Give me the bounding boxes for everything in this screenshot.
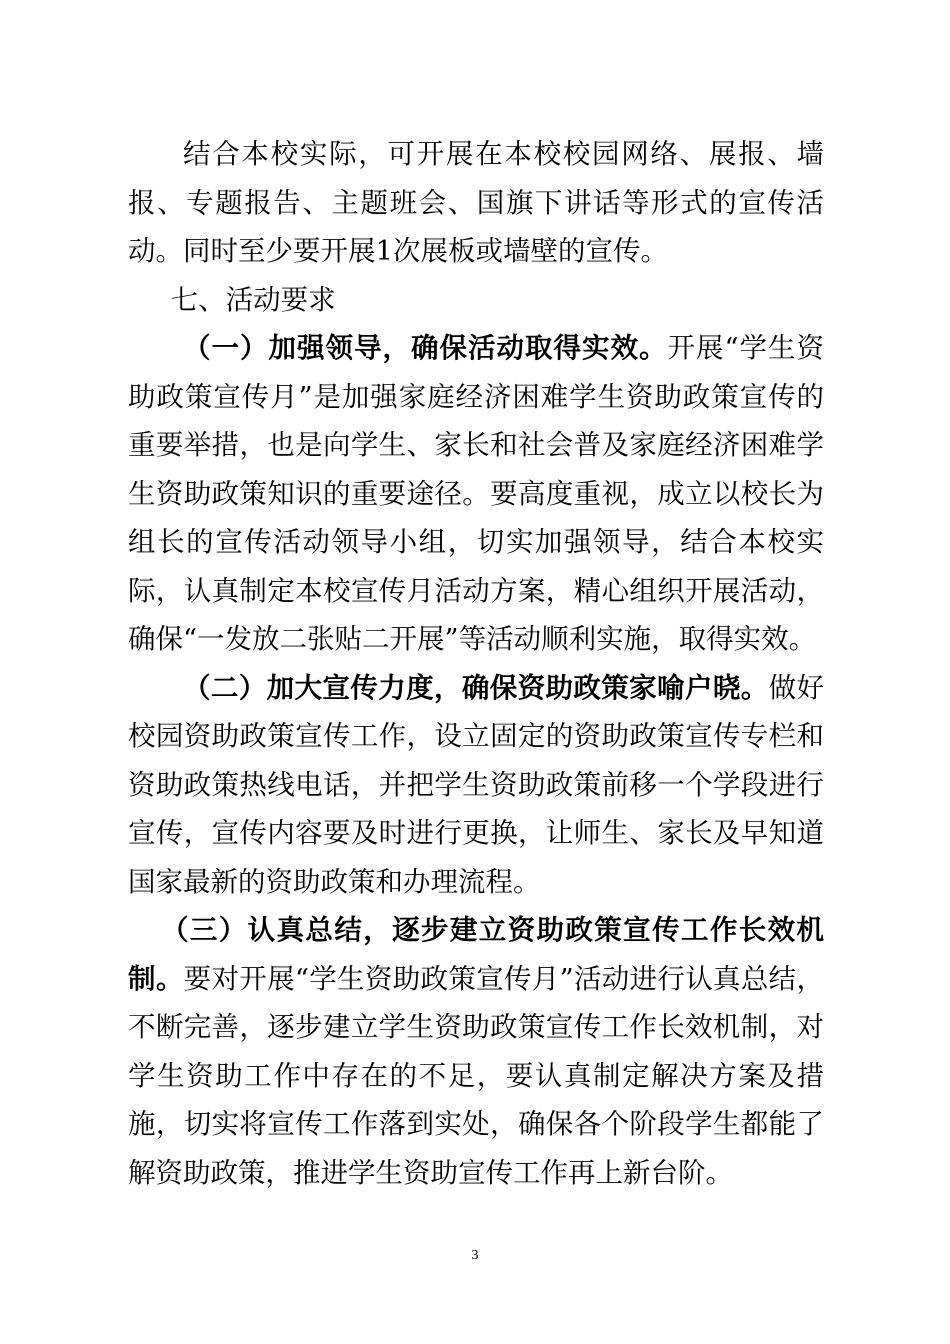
requirement-item-3 [128, 906, 824, 1197]
requirement-item-2-body: 做好校园资助政策宣传工作，设立固定的资助政策宣传专栏和资助政策热线电话，并把学生资助政策前移一个学段进行宣传，宣传内容要及时进行更换，让师生、家长及早知道国家最新的资助政策和办理流程。 [128, 671, 825, 898]
requirement-item-1-body: 开展“学生资助政策宣传月”是加强家庭经济困难学生资助政策宣传的重要举措，也是向学生、家长和社会普及家庭经济困难学生资助政策知识的重要途径。要高度重视，成立以校长为组长的宣传活动领导小组，切实加强领导，结合本校实际，认真制定本校宣传月活动方案，精心组织开展活动，确保“一发放二张贴二开展”等活动顺利实施，取得实效。 [128, 332, 824, 655]
requirement-item-2 [128, 664, 824, 907]
paragraph-publicity-activities: 结合本校实际，可开展在本校校园网络、展报、墙报、专题报告、主题班会、国旗下讲话等形式的宣传活动。同时至少要开展1次展板或墙壁的宣传。 [128, 138, 824, 267]
requirement-item-2-lead: （二）加大宣传力度，确保资助政策家喻户晓。 [183, 671, 769, 704]
requirement-item-1-lead: （一）加强领导，确保活动取得实效。 [183, 332, 668, 364]
page-number: 3 [471, 1248, 479, 1263]
requirement-item-3-lead: （三）认真总结，逐步建立资助政策宣传工作长效机制。 [128, 914, 824, 995]
requirement-item-3-body: 要对开展“学生资助政策宣传月”活动进行认真总结，不断完善，逐步建立学生资助政策宣传工作长效机制，对学生资助工作中存在的不足，要认真制定解决方案及措施，切实将宣传工作落到实处，确保各个阶段学生都能了解资助政策，推进学生资助宣传工作再上新台阶。 [128, 962, 825, 1189]
requirement-item-1 [128, 324, 824, 664]
document-body [128, 130, 824, 1197]
section-heading-activity-requirements: 七、活动要求 [170, 283, 336, 316]
